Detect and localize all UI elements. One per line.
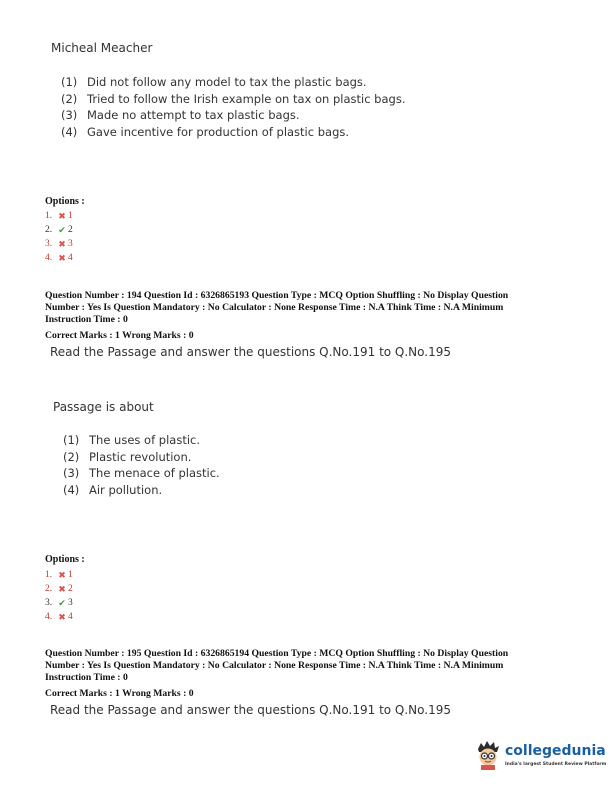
- metadata-line: Question Number : 194 Question Id : 6326865193 Question Type : MCQ Option Shuffling : No Display Question: [45, 290, 509, 301]
- choice-item: [63, 482, 220, 499]
- answer-option: [45, 582, 73, 596]
- answer-option: [45, 223, 73, 237]
- cross-icon: ✖: [58, 239, 66, 249]
- choice-number: (3): [61, 108, 78, 122]
- metadata-line: Number : Yes Is Question Mandatory : No Calculator : None Response Time : N.A Think Time : N.A Minimum: [45, 302, 504, 314]
- answer-value: 3: [68, 598, 73, 608]
- choice-number: (1): [61, 75, 78, 89]
- answer-option: [45, 251, 73, 265]
- choice-item: [61, 124, 405, 141]
- choice-item: [61, 74, 405, 91]
- options-heading: Options :: [45, 196, 85, 207]
- cross-icon: ✖: [58, 612, 66, 622]
- passage-instruction: Read the Passage and answer the questions Q.No.191 to Q.No.195: [50, 703, 452, 717]
- answer-option: [45, 568, 73, 582]
- answer-value: 4: [68, 612, 73, 622]
- collegedunia-logo: [474, 740, 606, 770]
- answer-value: 4: [68, 253, 73, 263]
- answer-value: 1: [68, 570, 73, 580]
- choice-text: Gave incentive for production of plastic bags.: [87, 124, 350, 139]
- choice-list: [63, 432, 220, 498]
- mascot-icon: [474, 740, 502, 770]
- cross-icon: ✖: [58, 211, 66, 221]
- question-metadata: [45, 648, 565, 700]
- answer-option: [45, 610, 73, 624]
- metadata-line: Instruction Time : 0: [45, 314, 128, 326]
- cross-icon: ✖: [58, 570, 66, 580]
- answer-options: [45, 209, 73, 265]
- choice-item: [63, 449, 220, 466]
- choice-text: Made no attempt to tax plastic bags.: [87, 108, 300, 122]
- brand-name: collegedunia: [505, 742, 606, 759]
- answer-index: 4.: [45, 612, 53, 622]
- answer-index: 2.: [45, 584, 53, 594]
- choice-item: [61, 107, 405, 124]
- answer-index: 3.: [45, 239, 53, 249]
- choice-text: Did not follow any model to tax the plastic bags.: [87, 75, 367, 89]
- metadata-line: Question Number : 195 Question Id : 6326865194 Question Type : MCQ Option Shuffling : No Display Question: [45, 648, 509, 659]
- answer-options: [45, 568, 73, 624]
- brand-tagline: India's largest Student Review Platform: [505, 761, 607, 767]
- choice-text: The menace of plastic.: [89, 466, 220, 480]
- answer-value: 1: [68, 211, 73, 221]
- answer-index: 2.: [45, 225, 53, 235]
- choice-text: Tried to follow the Irish example on tax on plastic bags.: [87, 91, 406, 106]
- answer-index: 1.: [45, 211, 53, 221]
- marks-line: Correct Marks : 1 Wrong Marks : 0: [45, 329, 194, 341]
- answer-option: [45, 209, 73, 223]
- choice-number: (2): [63, 449, 80, 464]
- question-text: Passage is about: [53, 400, 154, 414]
- choice-number: (1): [63, 433, 80, 447]
- choice-item: [61, 91, 405, 108]
- choice-number: (4): [63, 482, 80, 497]
- question-metadata: [45, 290, 565, 342]
- cross-icon: ✖: [58, 584, 66, 594]
- answer-index: 1.: [45, 570, 53, 580]
- answer-option: [45, 596, 73, 610]
- answer-value: 3: [68, 239, 73, 249]
- choice-text: Air pollution.: [89, 482, 163, 497]
- choice-number: (2): [61, 91, 78, 106]
- choice-list: [61, 74, 405, 140]
- choice-text: Plastic revolution.: [89, 449, 192, 464]
- metadata-line: Number : Yes Is Question Mandatory : No Calculator : None Response Time : N.A Think Time : N.A Minimum: [45, 660, 504, 672]
- choice-item: [63, 432, 220, 449]
- passage-instruction: Read the Passage and answer the questions Q.No.191 to Q.No.195: [50, 345, 452, 359]
- choice-number: (3): [63, 466, 80, 480]
- check-icon: ✔: [58, 225, 66, 235]
- cross-icon: ✖: [58, 253, 66, 263]
- marks-line: Correct Marks : 1 Wrong Marks : 0: [45, 687, 194, 699]
- options-heading: Options :: [45, 554, 85, 565]
- check-icon: ✔: [58, 598, 66, 608]
- answer-index: 4.: [45, 253, 53, 263]
- metadata-line: Instruction Time : 0: [45, 672, 128, 684]
- choice-number: (4): [61, 124, 78, 139]
- answer-value: 2: [68, 584, 73, 594]
- answer-index: 3.: [45, 598, 53, 608]
- answer-option: [45, 237, 73, 251]
- choice-item: [63, 465, 220, 482]
- question-text: Micheal Meacher: [51, 41, 153, 55]
- answer-value: 2: [68, 225, 73, 235]
- choice-text: The uses of plastic.: [89, 433, 201, 447]
